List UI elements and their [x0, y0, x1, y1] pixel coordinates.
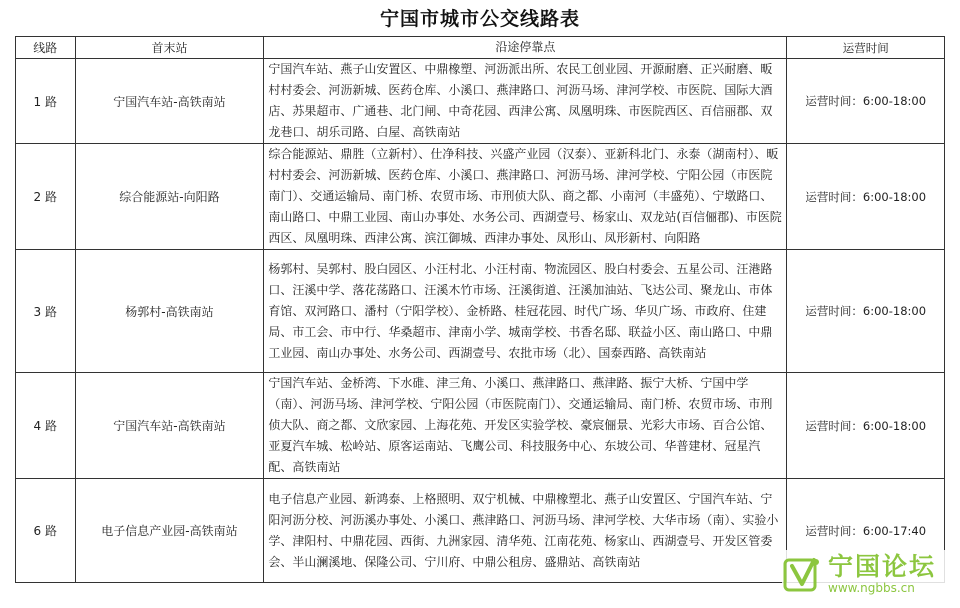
route-hours: 运营时间：6:00-18:00: [787, 144, 945, 250]
header-stops: 沿途停靠点: [264, 37, 787, 59]
route-line: 6 路: [16, 479, 76, 583]
route-terminals: 电子信息产业园-高铁南站: [75, 479, 264, 583]
forum-logo-icon: [782, 554, 822, 594]
watermark-name: 宁国论坛: [828, 552, 937, 581]
page-title: 宁国市城市公交线路表: [379, 8, 580, 30]
route-stops: 宁国汽车站、燕子山安置区、中鼎橡塑、河沥派出所、农民工创业园、开源耐磨、正兴耐磨、畈村村委会、河沥新城、医药仓库、小溪口、燕津路口、河沥马场、津河学校、市医院、国际大酒店、苏果超市、广通巷、北门闸、中奇花园、西津公寓、凤凰明珠、市医院西区、百信丽郡、双龙巷口、胡乐司路、白屋、高铁南站: [264, 59, 787, 144]
forum-watermark: [782, 550, 950, 598]
table-row: [16, 59, 945, 144]
route-line: 4 路: [16, 373, 76, 479]
route-terminals: 宁国汽车站-高铁南站: [75, 59, 264, 144]
table-row: [16, 250, 945, 373]
header-terminals: 首末站: [75, 37, 264, 59]
bus-route-table: [15, 36, 945, 583]
route-terminals: 综合能源站-向阳路: [75, 144, 264, 250]
route-hours: 运营时间：6:00-18:00: [787, 373, 945, 479]
header-hours: 运营时间: [787, 37, 945, 59]
route-terminals: 杨郭村-高铁南站: [75, 250, 264, 373]
route-hours: 运营时间：6:00-17:40: [787, 479, 945, 583]
route-stops: 杨郭村、吴郭村、股白园区、小汪村北、小汪村南、物流园区、股白村委会、五星公司、汪港路口、汪溪中学、落花荡路口、汪溪木竹市场、汪溪街道、汪溪加油站、飞达公司、聚龙山、市体育馆、双河路口、潘村（宁阳学校）、金桥路、桂冠花园、时代广场、华贝广场、市政府、住建局、市工会、市中行、华桑超市、津南小学、城南学校、书香名邸、联益小区、南山路口、中鼎工业园、南山办事处、水务公司、西湖壹号、农批市场（北）、国泰西路、高铁南站: [264, 250, 787, 373]
header-line: 线路: [16, 37, 76, 59]
route-line: 2 路: [16, 144, 76, 250]
route-line: 1 路: [16, 59, 76, 144]
route-stops: 宁国汽车站、金桥湾、下水碓、津三角、小溪口、燕津路口、燕津路、振宁大桥、宁国中学（南）、河沥马场、津河学校、宁阳公园（市医院南门）、交通运输局、南门桥、农贸市场、市刑侦大队、商之都、文欣家园、上海花苑、开发区实验学校、豪宸俪景、光彩大市场、百合公馆、亚夏汽车城、松岭站、原客运南站、飞鹰公司、科技服务中心、东坡公司、华普建材、冠星汽配、高铁南站: [264, 373, 787, 479]
watermark-url: www.ngbbs.cn: [828, 581, 915, 595]
route-stops: 综合能源站、鼎胜（立新村）、仕净科技、兴盛产业园（汉泰）、亚新科北门、永泰（湖南村）、畈村村委会、河沥新城、医药仓库、小溪口、燕津路口、河沥马场、津河学校、宁阳公园（市医院南门）、交通运输局、南门桥、农贸市场、市刑侦大队、商之都、小南河（丰盛苑）、宁墩路口、南山路口、中鼎工业园、南山办事处、水务公司、西湖壹号、杨家山、双龙站(百信俪郡)、市医院西区、凤凰明珠、西津公寓、滨江御城、西津办事处、凤形山、凤形新村、向阳路: [264, 144, 787, 250]
route-terminals: 宁国汽车站-高铁南站: [75, 373, 264, 479]
route-hours: 运营时间：6:00-18:00: [787, 59, 945, 144]
table-row: [16, 373, 945, 479]
table-header-row: [16, 37, 945, 59]
route-hours: 运营时间：6:00-18:00: [787, 250, 945, 373]
table-row: [16, 144, 945, 250]
route-stops: 电子信息产业园、新鸿泰、上格照明、双宁机械、中鼎橡塑北、燕子山安置区、宁国汽车站、宁阳河沥分校、河沥溪办事处、小溪口、燕津路口、河沥马场、津河学校、大华市场（南）、实验小学、津阳村、中鼎花园、西街、九洲家园、清华苑、江南花苑、杨家山、西湖壹号、开发区管委会、半山澜溪地、保隆公司、宁川府、中鼎公租房、盛鼎站、高铁南站: [264, 479, 787, 583]
route-line: 3 路: [16, 250, 76, 373]
